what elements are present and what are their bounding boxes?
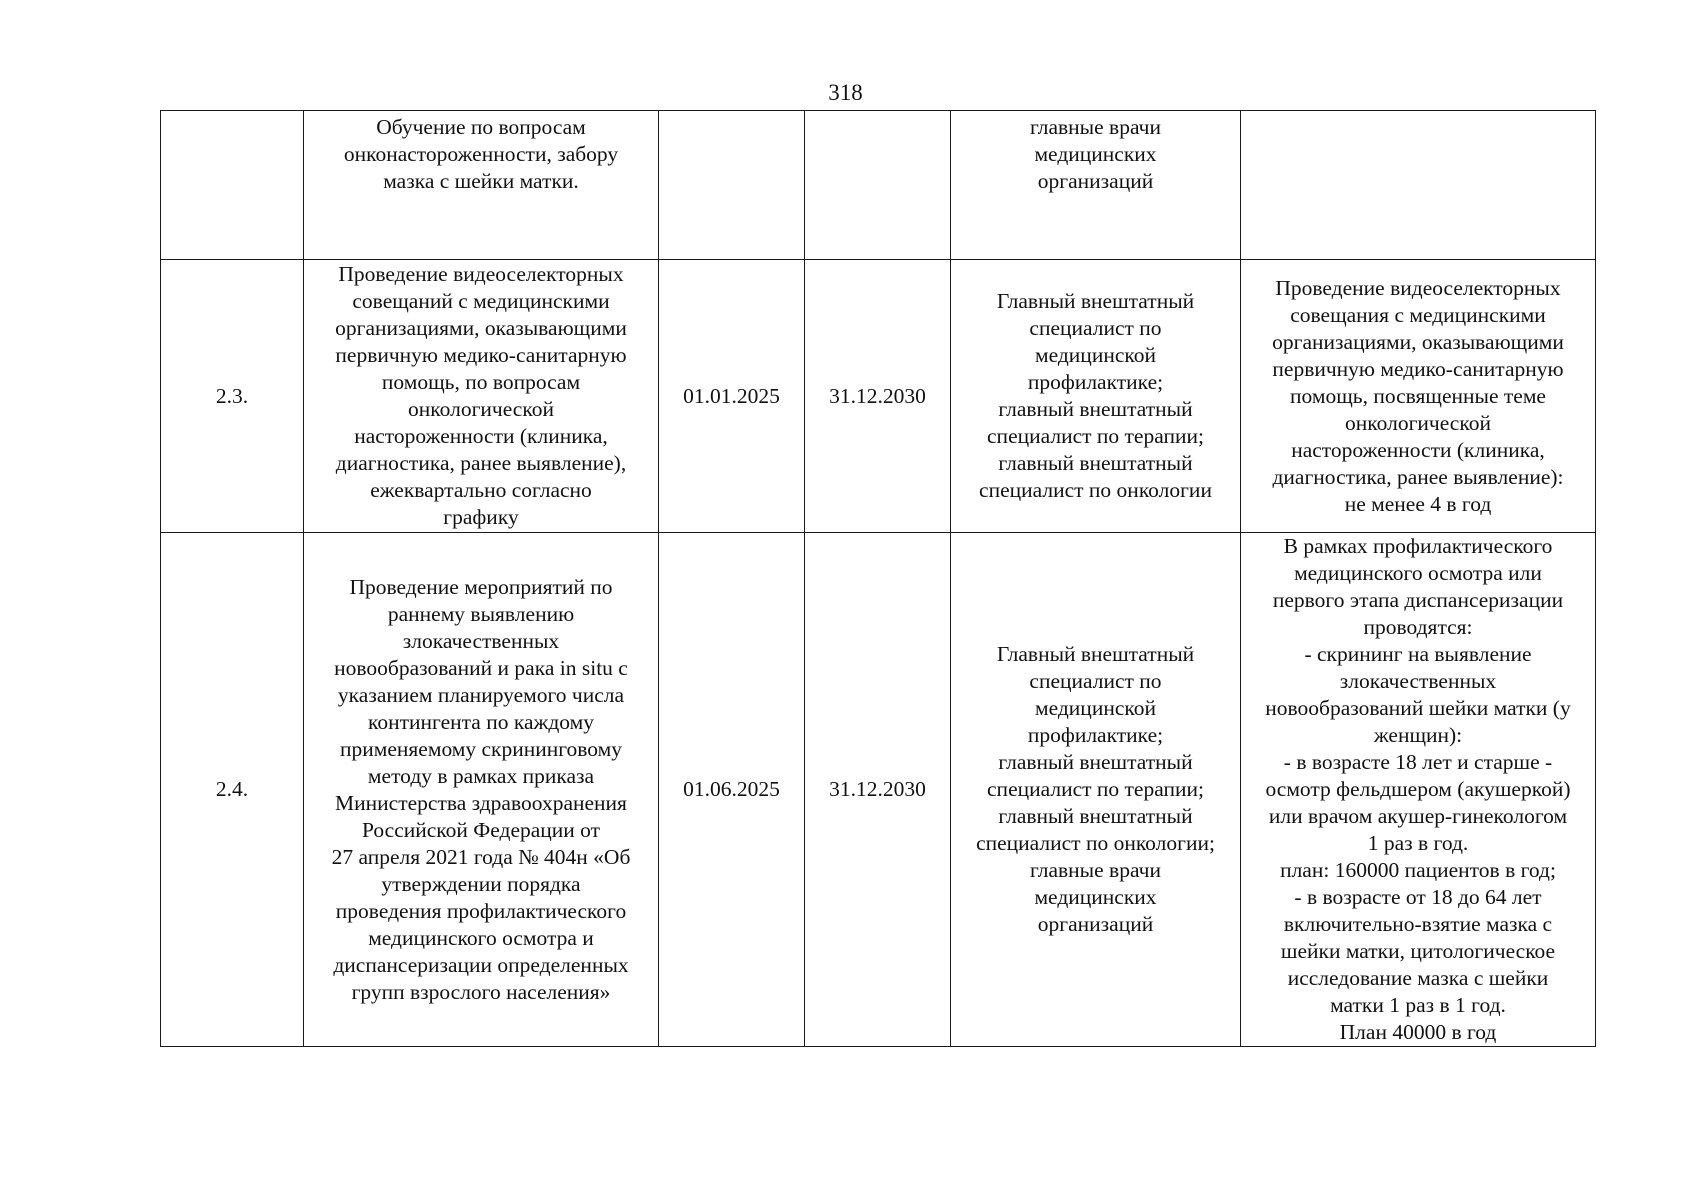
cell-text-line: диагностика, ранее выявление): [1272, 464, 1564, 489]
cell-text-line: злокачественных [402, 628, 560, 653]
cell-text-line: главный внештатный [998, 750, 1193, 774]
start-date-cell: 01.01.2025 [659, 260, 805, 533]
cell-text-line: групп взрослого населения» [351, 979, 611, 1004]
page-number: 318 [828, 80, 863, 105]
responsible-cell [951, 260, 1241, 533]
table-row [161, 260, 1596, 533]
cell-text-line: специалист по [1029, 669, 1162, 693]
cell-text-line: специалист по терапии; [987, 424, 1204, 448]
cell-text-line: Министерства здравоохранения [335, 790, 627, 815]
result-cell [1241, 260, 1596, 533]
cell-text-line: 27 апреля 2021 года № 404н «Об [331, 844, 631, 869]
cell-text-line: медицинских [1034, 142, 1157, 166]
cell-text-line: Главный внештатный [996, 642, 1195, 666]
cell-text-line: ежеквартально согласно [370, 478, 592, 502]
cell-text-line: медицинской [1035, 696, 1156, 720]
activity-cell [304, 533, 659, 1047]
responsible-cell [951, 111, 1241, 260]
cell-text-line: шейки матки, цитологическое [1280, 939, 1556, 963]
cell-text-line: План 40000 в год [1339, 1020, 1497, 1044]
cell-text-line: новообразований шейки матки (у [1265, 696, 1571, 720]
cell-text-line: главный внештатный [998, 804, 1193, 828]
cell-text-line: первичную медико-санитарную [1272, 356, 1564, 381]
cell-text-line: новообразований и рака in situ с [334, 655, 628, 680]
cell-text-line: первого этапа диспансеризации [1272, 588, 1564, 612]
cell-text-line: женщин): [1373, 723, 1463, 747]
activity-cell [304, 260, 659, 533]
cell-text-line: главные врачи [1030, 115, 1161, 139]
cell-text-line: Обучение по вопросам [376, 115, 586, 139]
cell-text-line: матки 1 раз в 1 год. [1330, 993, 1506, 1017]
cell-text-line: злокачественных [1339, 669, 1497, 693]
cell-text-line: указанием планируемого числа [337, 682, 625, 707]
start-date-cell: 01.06.2025 [659, 533, 805, 1047]
cell-text-line: онконастороженности, забору [343, 142, 619, 166]
cell-text-line: совещаний с медицинскими [352, 289, 610, 313]
cell-text-line: - в возрасте от 18 до 64 лет [1294, 885, 1542, 909]
cell-text-line: методу в рамках приказа [367, 763, 595, 788]
cell-text-line: организациями, оказывающими [335, 316, 627, 340]
cell-text-line: контингента по каждому [368, 709, 594, 734]
cell-text-line: настороженности (клиника, [1291, 437, 1545, 462]
cell-text-line: медицинского осмотра и [368, 925, 594, 950]
cell-text-line: Главный внештатный [996, 289, 1195, 313]
cell-text-line: профилактике; [1027, 723, 1164, 747]
cell-text-line: главный внештатный [998, 397, 1193, 421]
cell-text-line: медицинской [1035, 343, 1156, 367]
cell-text-line: организаций [1037, 169, 1154, 193]
row-number-cell: 2.4. [161, 533, 304, 1047]
cell-text-line: специалист по онкологии [979, 478, 1212, 502]
cell-text-line: помощь, по вопросам [381, 370, 581, 394]
cell-text-line: профилактике; [1027, 370, 1164, 394]
cell-text-line: - в возрасте 18 лет и старше - [1283, 750, 1553, 774]
cell-text-line: совещания с медицинскими [1290, 302, 1546, 327]
cell-text-line: или врачом акушер-гинекологом [1268, 804, 1568, 828]
cell-text-line: не менее 4 в год [1344, 491, 1492, 516]
cell-text-line: включительно-взятие мазка с [1283, 912, 1553, 936]
table-row [161, 111, 1596, 260]
activity-cell [304, 111, 659, 260]
end-date-cell: 31.12.2030 [805, 260, 951, 533]
cell-text-line: Проведение видеоселекторных [1275, 275, 1561, 300]
cell-text-line: медицинских [1034, 885, 1157, 909]
cell-text-line: организаций [1037, 912, 1154, 936]
cell-text-line: 1 раз в год. [1367, 831, 1469, 855]
result-cell [1241, 533, 1596, 1047]
cell-text-line: специалист по онкологии; [976, 831, 1215, 855]
cell-text-line: осмотр фельдшером (акушеркой) [1265, 777, 1571, 801]
cell-text-line: специалист по [1029, 316, 1162, 340]
cell-text-line: онкологической [408, 397, 554, 421]
cell-text-line: план: 160000 пациентов в год; [1280, 858, 1556, 882]
cell-text-line: Проведение видеоселекторных [338, 262, 624, 286]
end-date-cell [805, 111, 951, 260]
cell-text-line: проводятся: [1363, 615, 1473, 639]
row-number-cell [161, 111, 304, 260]
end-date-cell: 31.12.2030 [805, 533, 951, 1047]
cell-text-line: онкологической [1345, 410, 1491, 435]
cell-text-line: - скрининг на выявление [1304, 642, 1532, 666]
cell-text-line: Российской Федерации от [361, 817, 601, 842]
row-number-cell: 2.3. [161, 260, 304, 533]
cell-text-line: мазка с шейки матки. [383, 169, 579, 193]
start-date-cell [659, 111, 805, 260]
responsible-cell [951, 533, 1241, 1047]
cell-text-line: диспансеризации определенных [333, 952, 629, 977]
cell-text-line: исследование мазка с шейки [1287, 966, 1549, 990]
cell-text-line: графику [443, 505, 519, 529]
cell-text-line: утверждении порядка [381, 871, 581, 896]
cell-text-line: раннему выявлению [387, 601, 575, 626]
result-cell [1241, 111, 1596, 260]
cell-text-line: организациями, оказывающими [1272, 329, 1564, 354]
table-row [161, 533, 1596, 1047]
cell-text-line: помощь, посвященные теме [1290, 383, 1546, 408]
cell-text-line: Проведение мероприятий по [349, 574, 613, 599]
cell-text-line: главный внештатный [998, 451, 1193, 475]
cell-text-line: специалист по терапии; [987, 777, 1204, 801]
cell-text-line: первичную медико-санитарную [335, 343, 627, 367]
cell-text-line: В рамках профилактического [1283, 534, 1553, 558]
cell-text-line: проведения профилактического [335, 898, 627, 923]
cell-text-line: применяемому скрининговому [339, 736, 623, 761]
cell-text-line: главные врачи [1030, 858, 1161, 882]
cell-text-line: медицинского осмотра или [1294, 561, 1542, 585]
cell-text-line: диагностика, ранее выявление), [335, 451, 627, 475]
activities-table [160, 110, 1596, 1047]
cell-text-line: настороженности (клиника, [354, 424, 608, 448]
